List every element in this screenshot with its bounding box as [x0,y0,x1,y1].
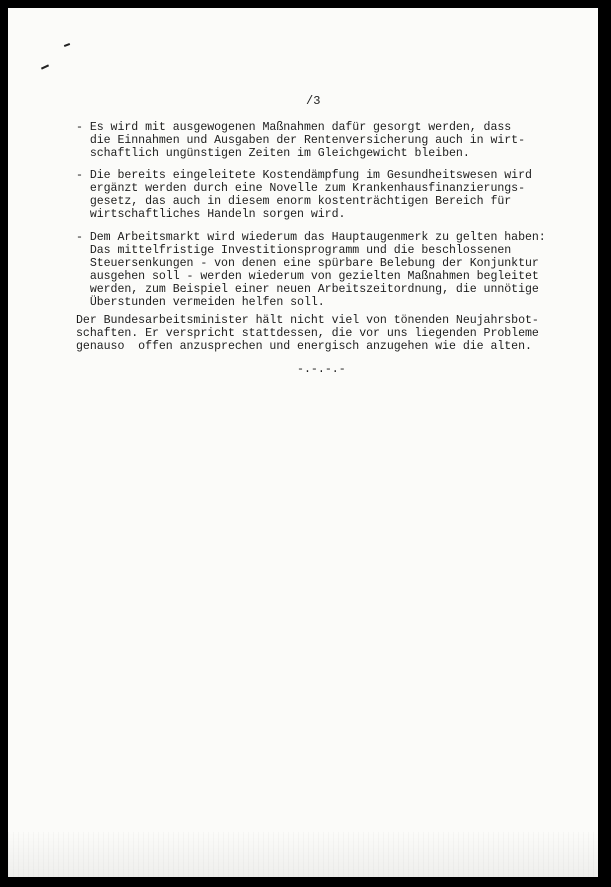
end-mark: -.-.-.- [297,363,346,376]
page-number: /3 [306,94,321,108]
scan-mark [41,64,49,69]
bullet-paragraph-health: - Die bereits eingeleitete Kostendämpfung im Gesundheitswesen wird ergänzt werden durch eine Novelle zum Krankenhausfinanzierungs- gesetz, das auch in diesem enorm kostenträchtigen Bereich für wirtschaftliches Handeln sorgen wird. [76,169,532,221]
scan-noise [8,832,598,877]
document-page [8,8,598,877]
closing-paragraph: Der Bundesarbeitsminister hält nicht viel von tönenden Neujahrsbot- schaften. Er verspricht stattdessen, die vor uns liegenden Probleme genauso offen anzusprechen und energisch anzugehen wie die alten. [76,314,539,353]
scan-mark [64,43,70,47]
bullet-paragraph-labor-market: - Dem Arbeitsmarkt wird wiederum das Hauptaugenmerk zu gelten haben: Das mittelfristige Investitionsprogramm und die beschlossenen Steuersenkungen - von denen eine spürbare Belebung der Konjunktur ausgehen soll - werden wiederum von gezielten Maßnahmen begleitet werden, zum Beispiel einer neuen Arbeitszeitordnung, die unnötige Überstunden vermeiden helfen soll. [76,231,546,309]
bullet-paragraph-pension: - Es wird mit ausgewogenen Maßnahmen dafür gesorgt werden, dass die Einnahmen und Ausgaben der Rentenversicherung auch in wirt- schaftlich ungünstigen Zeiten im Gleichgewicht bleiben. [76,121,525,160]
